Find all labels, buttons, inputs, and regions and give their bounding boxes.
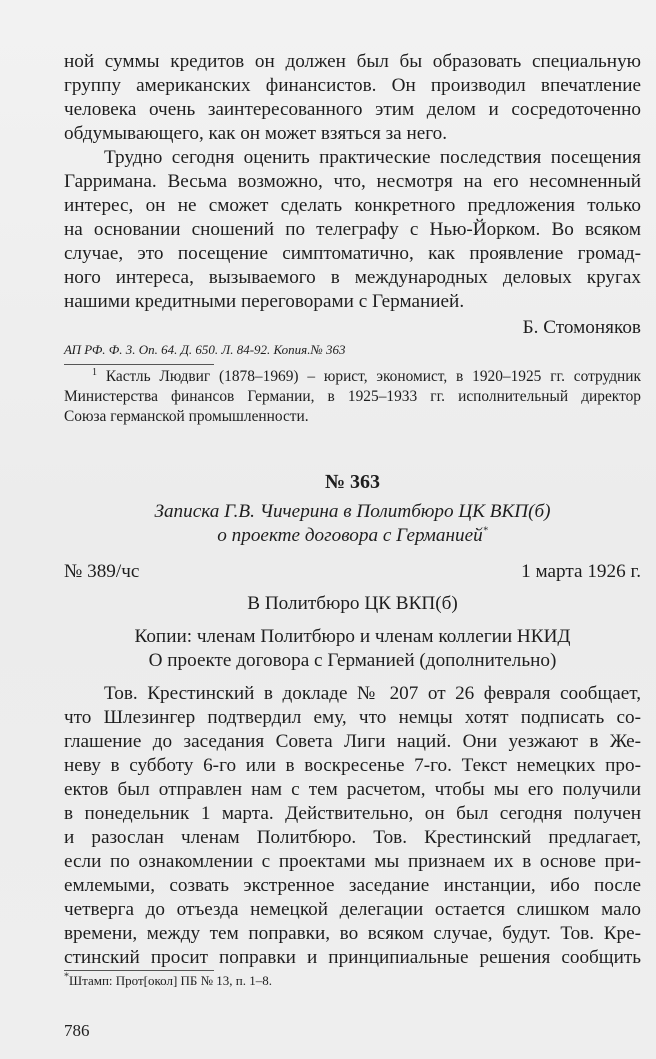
footnote-star-mark: *: [482, 525, 488, 537]
footnote-divider: [64, 970, 214, 971]
text-line: четверга до отъезда немецкой делегации остается слишком мало: [64, 899, 641, 920]
footnote-star-text: Штамп: Прот[окол] ПБ № 13, п. 1–8.: [69, 973, 273, 988]
text-line: и разослан членам Политбюро. Тов. Крестинский предлагает,: [64, 827, 641, 848]
text-line: в понедельник 1 марта. Действительно, он был сегодня получен: [64, 803, 641, 824]
text-line: неву в субботу 6-го или в воскресенье 7-го. Текст немецких про-: [64, 755, 641, 776]
footnote-1-line: Союза германской промышленности.: [64, 408, 309, 425]
text-line: ной суммы кредитов он должен был бы образовать специальную: [64, 51, 641, 72]
text-line: группу американских финансистов. Он производил впечатление: [64, 75, 641, 96]
document-date: 1 марта 1926 г.: [521, 561, 641, 582]
text-line: глашение до заседания Совета Лиги наций. Они уезжают в Же-: [64, 731, 641, 752]
text-line: Тов. Крестинский в докладе № 207 от 26 февраля сообщает,: [104, 683, 641, 704]
subject-line: О проекте договора с Германией (дополнительно): [148, 650, 557, 671]
footnote-1-line: Министерства финансов Германии, в 1925–1933 гг. исполнительный директор: [64, 388, 641, 405]
copies-line: Копии: членам Политбюро и членам коллегии НКИД: [134, 626, 571, 647]
text-line: времени, между тем поправки, во всяком случае, будут. Тов. Кре-: [64, 923, 641, 944]
document-title-line: [64, 524, 641, 548]
document-title-line: Записка Г.В. Чичерина в Политбюро ЦК ВКП(б): [154, 501, 551, 522]
text-line: если по ознакомлении с проектами мы признаем их в основе при-: [64, 851, 641, 872]
document-title-text: о проекте договора с Германией: [217, 525, 483, 546]
addressee: В Политбюро ЦК ВКП(б): [247, 593, 458, 614]
text-line: ного интереса, вызываемого в международных деловых кругах: [64, 267, 641, 288]
page-number: 786: [64, 1021, 90, 1040]
footnote-1-line: [64, 367, 641, 387]
text-line: ектов был отправлен нам с тем расчетом, чтобы мы его получили: [64, 779, 641, 800]
archival-source: АП РФ. Ф. 3. Оп. 64. Д. 650. Л. 84-92. Копия.№ 363: [64, 342, 346, 357]
footnote-star-mark: *: [64, 971, 69, 983]
text-line: стинский просит поправки и принципиальные решения сообщить: [64, 947, 641, 968]
text-line: нашими кредитными переговорами с Германией.: [64, 291, 465, 312]
text-line: обдумывающего, как он может взяться за него.: [64, 123, 448, 144]
text-line: что Шлезингер подтвердил ему, что немцы хотят подписать со-: [64, 707, 641, 728]
footnote-1-mark: 1: [92, 366, 97, 378]
footnote-star-line: [64, 972, 641, 990]
text-line: Гарримана. Весьма возможно, что, несмотря на его несомненный: [64, 171, 641, 192]
document-number: № 363: [324, 471, 381, 493]
text-line: человека очень заинтересованного этим делом и сосредоточенно: [64, 99, 641, 120]
text-line: емлемыми, созвать экстренное заседание инстанции, ибо после: [64, 875, 641, 896]
text-line: на основании сношений по телеграфу с Нью-Йорком. Во всяком: [64, 219, 641, 240]
footnote-1-text: Кастль Людвиг (1878–1969) – юрист, экономист, в 1920–1925 гг. сотрудник: [105, 368, 641, 385]
text-line: случае, это посещение симптоматично, как проявление громад-: [64, 243, 641, 264]
outgoing-number: № 389/чс: [64, 561, 140, 582]
text-line: интерес, он не сможет сделать конкретного предложения только: [64, 195, 641, 216]
signature: Б. Стомоняков: [522, 317, 641, 338]
footnote-divider: [64, 364, 214, 365]
text-line: Трудно сегодня оценить практические последствия посещения: [104, 147, 641, 168]
